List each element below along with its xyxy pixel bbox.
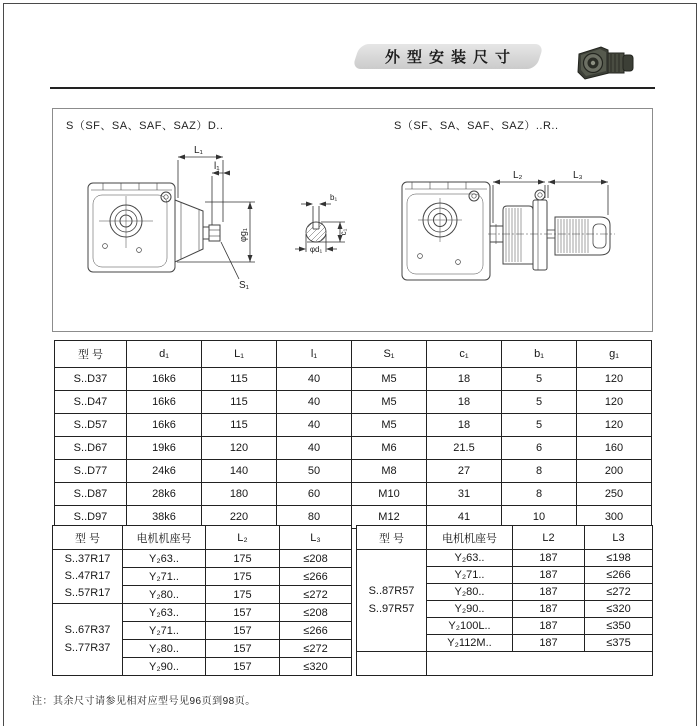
value-cell: 40 [277, 391, 352, 414]
dim-label-s1: S₁ [239, 280, 250, 291]
value-cell: 80 [277, 506, 352, 529]
header-rule [50, 87, 655, 89]
table-row [55, 368, 652, 391]
value-cell: 31 [427, 483, 502, 506]
value-cell: ≤320 [585, 601, 653, 618]
table-row [55, 414, 652, 437]
value-cell: 120 [202, 437, 277, 460]
dim-label-l1-cap: L₁ [194, 145, 203, 156]
dim-label-l3: L₃ [573, 170, 583, 181]
value-cell: 40 [277, 368, 352, 391]
value-cell: 187 [513, 618, 585, 635]
table-row [55, 460, 652, 483]
value-cell: 27 [427, 460, 502, 483]
value-cell: M8 [352, 460, 427, 483]
value-cell: Y₂71.. [123, 622, 206, 640]
value-cell: 115 [202, 368, 277, 391]
value-cell: 120 [577, 368, 652, 391]
section-title-right: S（SF、SA、SAF、SAZ）..R.. [394, 120, 559, 132]
table-row [55, 483, 652, 506]
value-cell: 10 [502, 506, 577, 529]
value-cell: ≤208 [280, 550, 352, 568]
value-cell: 40 [277, 437, 352, 460]
value-cell: 24k6 [127, 460, 202, 483]
column-header: L₂ [206, 526, 280, 550]
column-header: L3 [585, 526, 653, 550]
value-cell: 175 [206, 550, 280, 568]
column-header: L₁ [202, 341, 277, 368]
value-cell: M5 [352, 368, 427, 391]
value-cell: 187 [513, 584, 585, 601]
value-cell: ≤320 [280, 658, 352, 676]
value-cell: M6 [352, 437, 427, 460]
drawing-with-motor [360, 138, 655, 330]
column-header: 型 号 [53, 526, 123, 550]
value-cell: M5 [352, 391, 427, 414]
model-label: S..67R37 [64, 624, 111, 637]
table-row [55, 437, 652, 460]
value-cell: 180 [202, 483, 277, 506]
value-cell: Y₂80.. [427, 584, 513, 601]
value-cell: ≤350 [585, 618, 653, 635]
value-cell: Y₂112M.. [427, 635, 513, 652]
dim-label-g1: φg₁ [238, 228, 248, 242]
value-cell: 18 [427, 391, 502, 414]
empty-row [357, 652, 653, 676]
value-cell: 5 [502, 368, 577, 391]
dim-label-l1-low: l₁ [214, 161, 220, 172]
model-label: S..97R57 [368, 602, 415, 615]
column-header: b₁ [502, 341, 577, 368]
table-row [55, 391, 652, 414]
value-cell: 18 [427, 414, 502, 437]
model-label: S..47R17 [64, 569, 111, 582]
value-cell: 140 [202, 460, 277, 483]
value-cell: 175 [206, 586, 280, 604]
value-cell: Y₂90.. [427, 601, 513, 618]
gearmotor-photo [575, 42, 637, 84]
value-cell: 5 [502, 414, 577, 437]
column-header: 电机机座号 [123, 526, 206, 550]
model-cell: S..D97 [55, 506, 127, 529]
column-header: S₁ [352, 341, 427, 368]
header-row [55, 341, 652, 368]
value-cell: 187 [513, 550, 585, 567]
column-header: l₁ [277, 341, 352, 368]
value-cell: 200 [577, 460, 652, 483]
model-group-cell [357, 550, 427, 652]
title-banner [352, 44, 544, 69]
empty-model-cell [357, 652, 427, 676]
value-cell: 60 [277, 483, 352, 506]
model-cell: S..D87 [55, 483, 127, 506]
value-cell: 157 [206, 604, 280, 622]
table-row [53, 550, 352, 568]
model-group-cell [53, 604, 123, 676]
value-cell: 115 [202, 414, 277, 437]
value-cell: 120 [577, 414, 652, 437]
model-label: S..57R17 [64, 587, 111, 600]
value-cell: Y₂80.. [123, 640, 206, 658]
model-label: S..77R37 [64, 641, 111, 654]
table-row [357, 550, 653, 567]
value-cell: ≤272 [280, 640, 352, 658]
value-cell: ≤266 [585, 567, 653, 584]
model-cell: S..D67 [55, 437, 127, 460]
page-title: 外型安装尺寸 [384, 49, 517, 66]
value-cell: Y₂63.. [123, 604, 206, 622]
value-cell: 5 [502, 391, 577, 414]
main-table [54, 340, 652, 529]
value-cell: 300 [577, 506, 652, 529]
section-title-left: S（SF、SA、SAF、SAZ）D.. [66, 120, 224, 132]
column-header: 型 号 [55, 341, 127, 368]
value-cell: 19k6 [127, 437, 202, 460]
value-cell: 160 [577, 437, 652, 460]
dim-label-d1: φd₁ [309, 245, 323, 254]
dim-label-b1: b₁ [330, 193, 338, 202]
value-cell: 8 [502, 460, 577, 483]
column-header: 型 号 [357, 526, 427, 550]
footnote: 注：其余尺寸请参见相对应型号见96页到98页。 [32, 696, 256, 707]
table-row [53, 604, 352, 622]
value-cell: 187 [513, 601, 585, 618]
header-row [53, 526, 352, 550]
model-label: S..37R17 [64, 552, 111, 565]
value-cell: 28k6 [127, 483, 202, 506]
value-cell: 120 [577, 391, 652, 414]
column-header: L2 [513, 526, 585, 550]
motor-table-right [356, 525, 653, 676]
value-cell: ≤198 [585, 550, 653, 567]
value-cell: 21.5 [427, 437, 502, 460]
model-cell: S..D57 [55, 414, 127, 437]
value-cell: ≤208 [280, 604, 352, 622]
header-row [357, 526, 653, 550]
value-cell: 16k6 [127, 414, 202, 437]
model-cell: S..D47 [55, 391, 127, 414]
value-cell: ≤375 [585, 635, 653, 652]
column-header: c₁ [427, 341, 502, 368]
value-cell: 18 [427, 368, 502, 391]
value-cell: 40 [277, 414, 352, 437]
value-cell: M10 [352, 483, 427, 506]
value-cell: ≤266 [280, 622, 352, 640]
value-cell: Y₂63.. [427, 550, 513, 567]
column-header: 电机机座号 [427, 526, 513, 550]
model-group-cell [53, 550, 123, 604]
value-cell: ≤272 [585, 584, 653, 601]
value-cell: M5 [352, 414, 427, 437]
drawing-output-shaft [55, 138, 355, 330]
value-cell: 16k6 [127, 368, 202, 391]
dim-label-c1: c₁ [339, 228, 348, 236]
value-cell: M12 [352, 506, 427, 529]
value-cell: Y₂63.. [123, 550, 206, 568]
column-header: d₁ [127, 341, 202, 368]
column-header: g₁ [577, 341, 652, 368]
motor-table-left [52, 525, 352, 676]
value-cell: Y₂90.. [123, 658, 206, 676]
value-cell: ≤272 [280, 586, 352, 604]
empty-span-cell [427, 652, 653, 676]
value-cell: 157 [206, 640, 280, 658]
value-cell: 41 [427, 506, 502, 529]
value-cell: ≤266 [280, 568, 352, 586]
value-cell: Y₂80.. [123, 586, 206, 604]
value-cell: 6 [502, 437, 577, 460]
dim-label-l2: L₂ [513, 170, 523, 181]
value-cell: Y₂100L.. [427, 618, 513, 635]
value-cell: 175 [206, 568, 280, 586]
value-cell: 8 [502, 483, 577, 506]
model-label: S..87R57 [368, 585, 415, 598]
value-cell: 16k6 [127, 391, 202, 414]
value-cell: 115 [202, 391, 277, 414]
value-cell: Y₂71.. [123, 568, 206, 586]
value-cell: 38k6 [127, 506, 202, 529]
model-cell: S..D77 [55, 460, 127, 483]
value-cell: 250 [577, 483, 652, 506]
value-cell: 187 [513, 635, 585, 652]
value-cell: 220 [202, 506, 277, 529]
value-cell: 157 [206, 658, 280, 676]
value-cell: Y₂71.. [427, 567, 513, 584]
value-cell: 50 [277, 460, 352, 483]
value-cell: 157 [206, 622, 280, 640]
model-cell: S..D37 [55, 368, 127, 391]
column-header: L₃ [280, 526, 352, 550]
value-cell: 187 [513, 567, 585, 584]
